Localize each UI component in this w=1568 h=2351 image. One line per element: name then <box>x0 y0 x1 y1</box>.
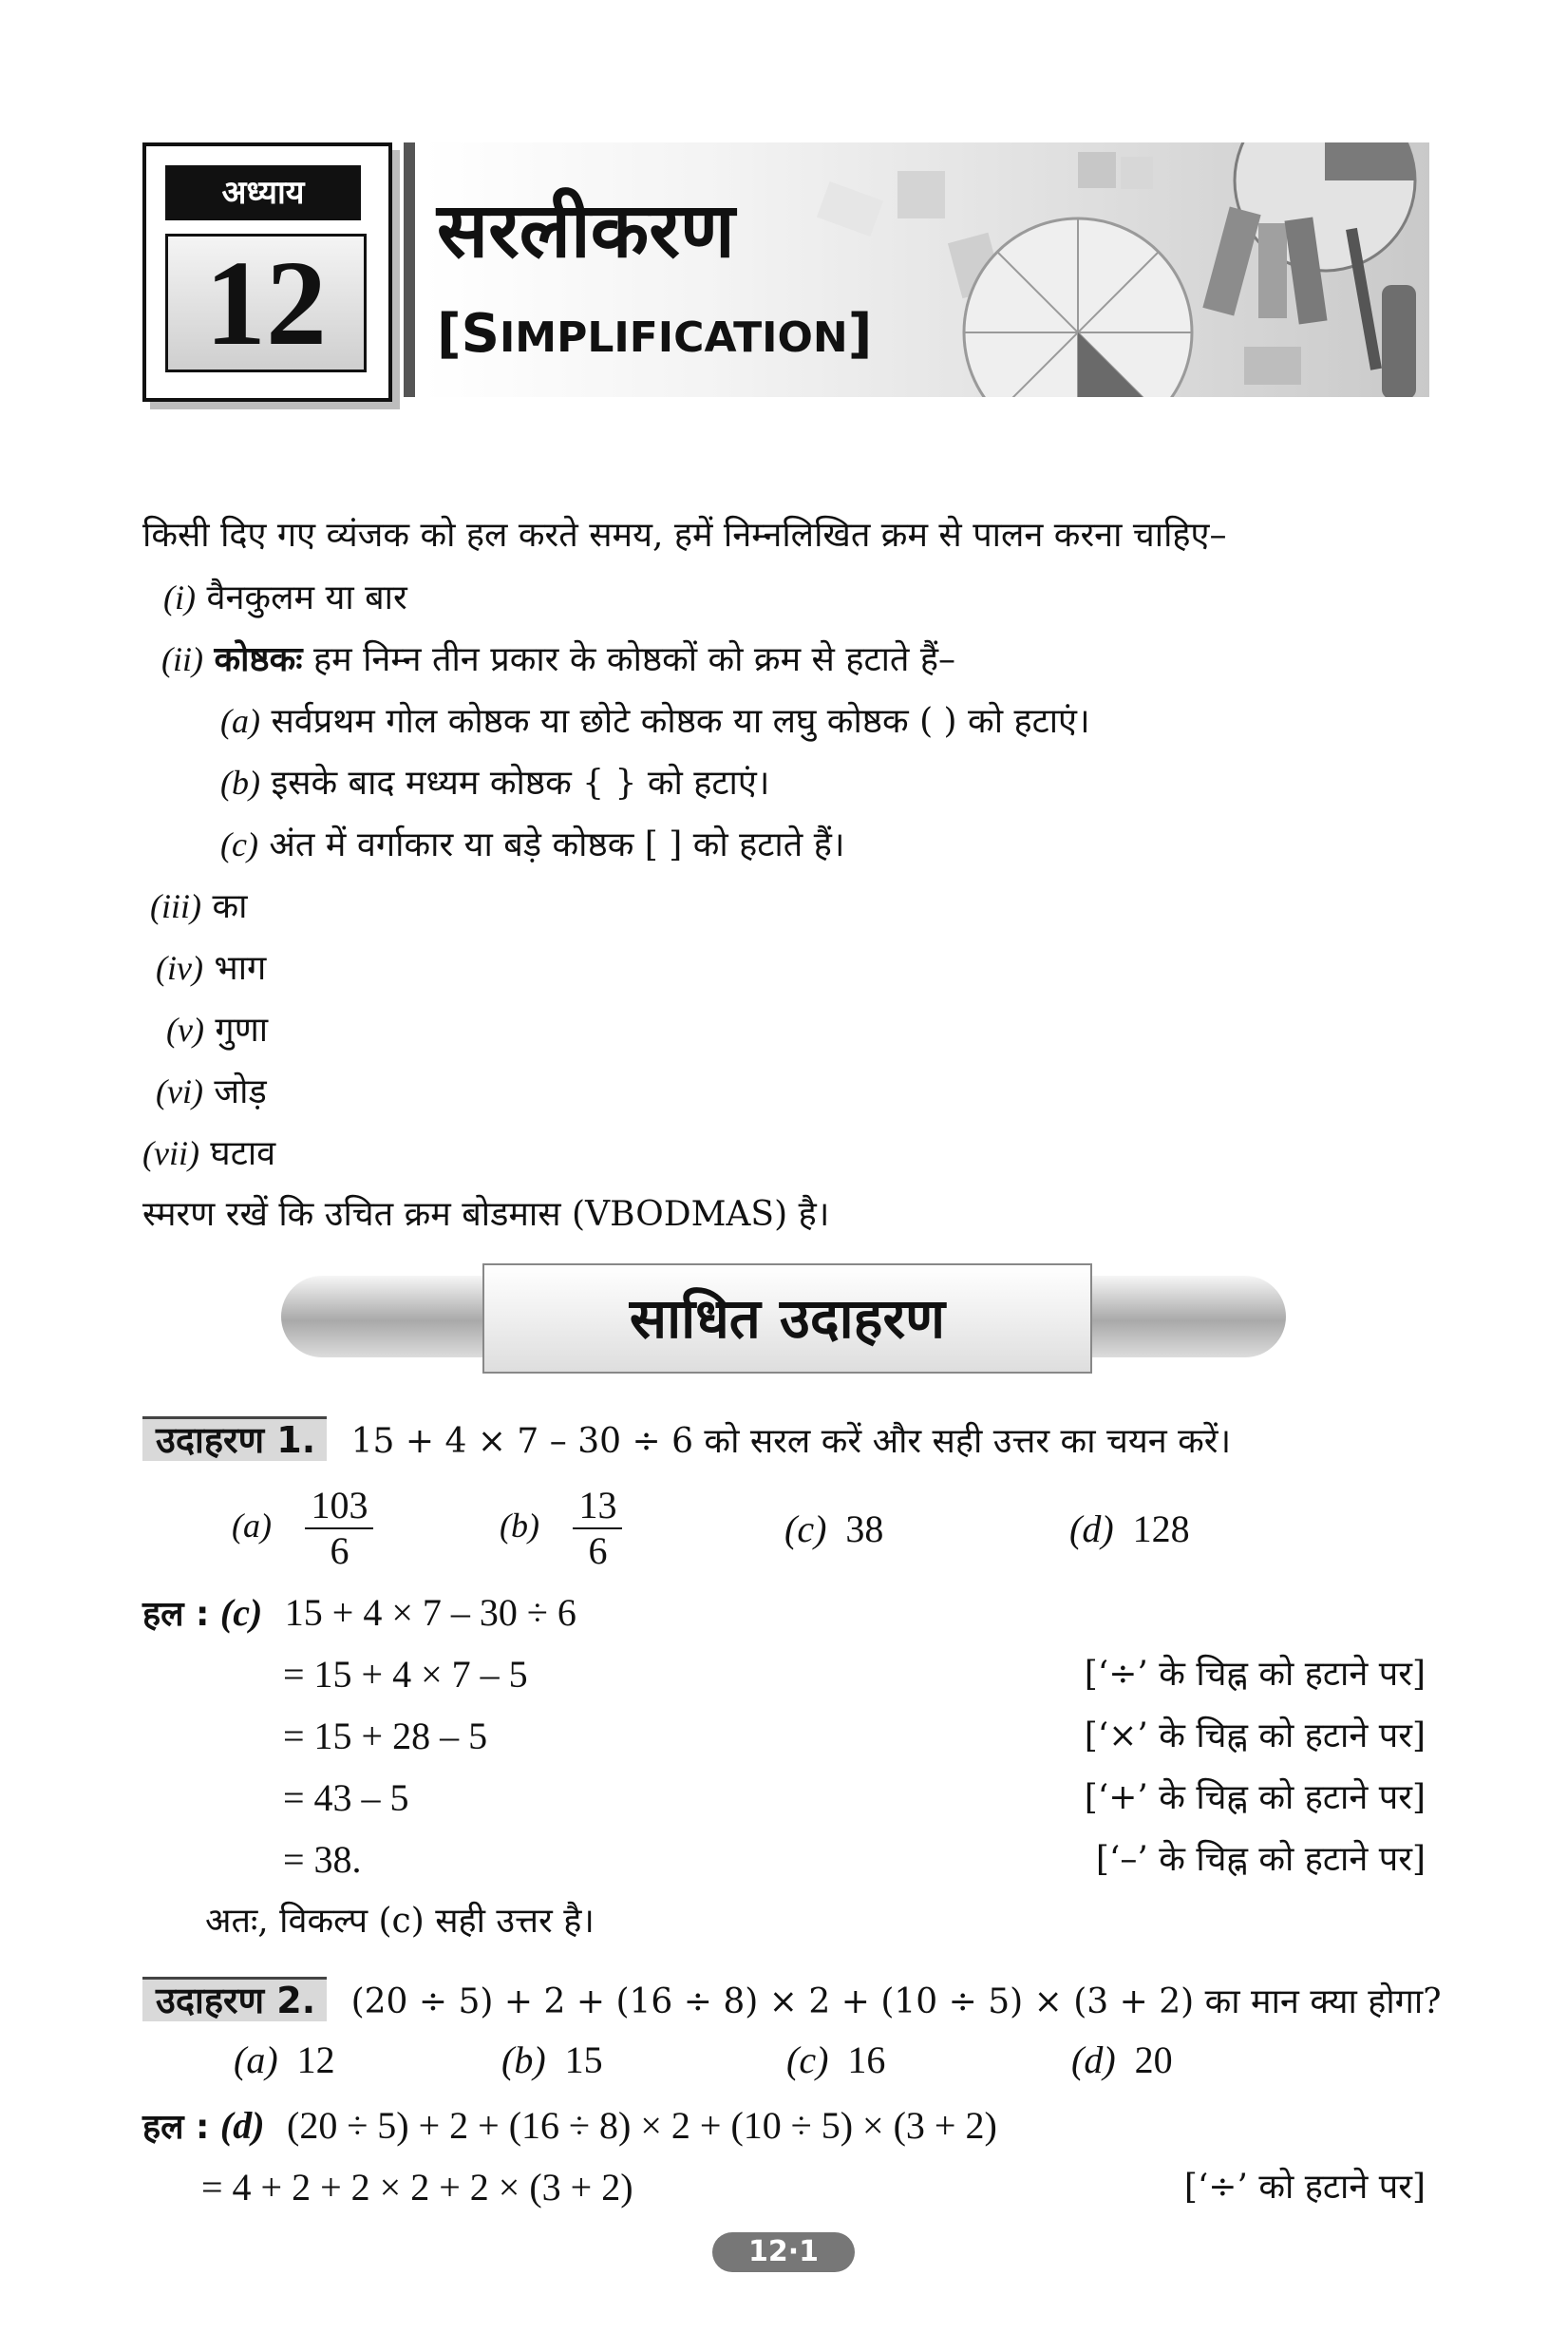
list-item: (iii) का <box>150 887 248 926</box>
example2-question-row <box>142 1974 1442 2027</box>
example1-option-a: (a) $\frac{103}{6}$ <box>232 1484 373 1573</box>
example1-step-note: [‘+’ के चिह्न को हटाने पर] <box>1084 1778 1426 1817</box>
chapter-number: 12 <box>165 234 367 372</box>
example1-question-row <box>142 1413 1231 1467</box>
example1-conclusion: अतः, विकल्प (c) सही उत्तर है। <box>205 1902 595 1941</box>
fraction: $\frac{103}{6}$ <box>305 1484 373 1573</box>
example2-question: (20 ÷ 5) + 2 + (16 ÷ 8) × 2 + (10 ÷ 5) × (3 + 2) का मान क्या होगा? <box>350 1982 1442 2021</box>
list-item: (i) वैनकुलम या बार <box>163 578 407 617</box>
list-item: (ii) कोष्ठकः हम निम्न तीन प्रकार के कोष्ठकों को क्रम से हटाते हैं– <box>161 640 955 679</box>
example1-option-b: (b) $\frac{13}{6}$ <box>500 1484 622 1573</box>
list-item: (vii) घटाव <box>142 1134 276 1173</box>
example1-question: 15 + 4 × 7 – 30 ÷ 6 को सरल करें और सही उत्तर का चयन करें। <box>350 1422 1232 1461</box>
example2-option-a: (a) 12 <box>234 2038 335 2081</box>
example1-step: = 15 + 4 × 7 – 5 <box>283 1653 528 1696</box>
example1-step: = 15 + 28 – 5 <box>283 1715 488 1757</box>
example1-step-note: [‘×’ के चिह्न को हटाने पर] <box>1084 1716 1426 1755</box>
example2-label: उदाहरण 2. <box>142 1977 327 2021</box>
remember-note: स्मरण रखें कि उचित क्रम बोडमास (VBODMAS) है। <box>142 1195 830 1234</box>
example1-option-c: (c) 38 <box>784 1507 884 1550</box>
example2-step: = 4 + 2 + 2 × 2 + 2 × (3 + 2) <box>201 2166 633 2209</box>
example1-step-note: [‘÷’ के चिह्न को हटाने पर] <box>1084 1655 1426 1694</box>
intro-line: किसी दिए गए व्यंजक को हल करते समय, हमें निम्नलिखित क्रम से पालन करना चाहिए– <box>142 516 1227 555</box>
list-item: (iv) भाग <box>156 949 267 988</box>
example1-label: उदाहरण 1. <box>142 1416 327 1461</box>
chapter-title-english: [SIMPLIFICATION] <box>437 303 873 365</box>
list-item: (a) सर्वप्रथम गोल कोष्ठक या छोटे कोष्ठक या लघु कोष्ठक ( ) को हटाएं। <box>220 702 1090 741</box>
example2-option-b: (b) 15 <box>501 2038 603 2081</box>
example2-option-c: (c) 16 <box>786 2038 886 2081</box>
list-item: (vi) जोड़ <box>156 1072 267 1111</box>
example1-step-note: [‘–’ के चिह्न को हटाने पर] <box>1095 1840 1426 1879</box>
example1-option-d: (d) 128 <box>1069 1507 1190 1550</box>
chapter-title-hindi: सरलीकरण <box>437 186 735 275</box>
fraction: $\frac{13}{6}$ <box>573 1484 622 1573</box>
example2-solution-row: हल : (d) (20 ÷ 5) + 2 + (16 ÷ 8) × 2 + (10 ÷ 5) × (3 + 2) <box>142 2104 997 2147</box>
list-item: (c) अंत में वर्गाकार या बड़े कोष्ठक [ ] को हटाते हैं। <box>220 825 845 864</box>
page-number: 12·1 <box>712 2232 855 2272</box>
chapter-label: अध्याय <box>165 165 361 220</box>
solved-examples-heading: साधित उदाहरण <box>482 1263 1092 1374</box>
list-item: (b) इसके बाद मध्यम कोष्ठक { } को हटाएं। <box>220 764 770 803</box>
example2-step-note: [‘÷’ को हटाने पर] <box>1183 2168 1426 2207</box>
header-divider <box>404 142 415 397</box>
example1-step: = 43 – 5 <box>283 1776 409 1819</box>
example2-option-d: (d) 20 <box>1071 2038 1173 2081</box>
chapter-box <box>142 142 392 402</box>
example1-step: = 38. <box>283 1838 362 1881</box>
example1-solution-row: हल : (c) 15 + 4 × 7 – 30 ÷ 6 <box>142 1591 576 1634</box>
list-item: (v) गुणा <box>166 1011 269 1050</box>
